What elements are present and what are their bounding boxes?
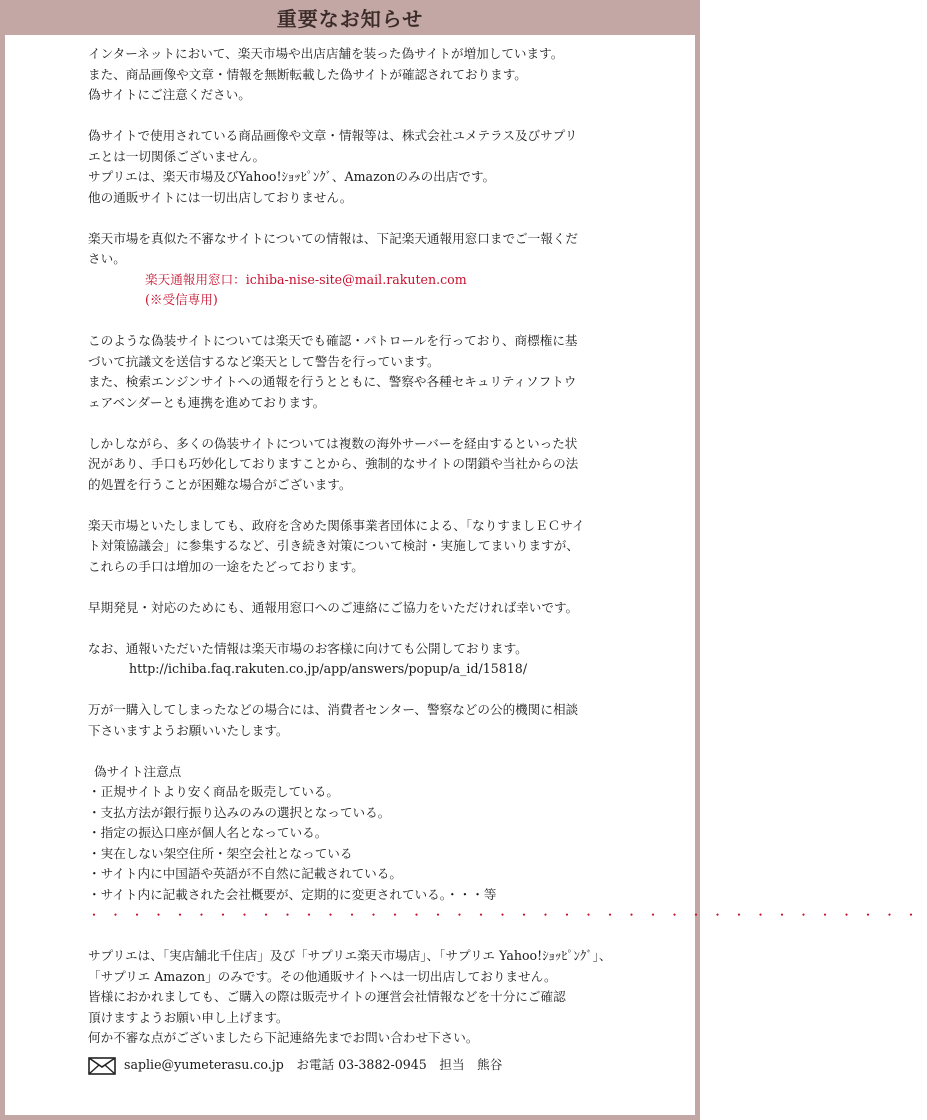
fake-site-notes: [88, 762, 668, 906]
paragraph-patrol: このような偽装サイトについては楽天でも確認・パトロールを行っており、商標権に基 づいて抗議文を送信するなど楽天として警告を行っています。 また、検索エンジンサイトへの通報を行うとともに、警察や各種セキュリティソフトウ ェアベンダーとも連携を進めております。: [88, 333, 578, 410]
report-window-email[interactable]: 楽天通報用窓口：ichiba-nise-site@mail.rakuten.com: [145, 271, 467, 287]
notes-heading: 偽サイト注意点: [94, 763, 182, 779]
note-item: ・サイト内に中国語や英語が不自然に記載されている。: [88, 866, 402, 881]
note-item: ・正規サイトより安く商品を販売している。: [88, 784, 339, 799]
note-item: ・実在しない架空住所・架空会社となっている: [88, 845, 353, 861]
paragraph-difficulty: しかしながら、多くの偽装サイトについては複数の海外サーバーを経由するといった状 況があり、手口も巧妙化しておりますことから、強制的なサイトの閉鎖や当社からの法 的処置を行うことが困難な場合がございます。: [88, 435, 579, 492]
paragraph-no-relation: 偽サイトで使用されている商品画像や文章・情報等は、株式会社ユメテラス及びサプリ エとは一切関係ございません。 サプリエは、楽天市場及びYahoo!ｼｮｯﾋﾟﾝｸﾞ、Amazonのみの出店です。 他の通販サイトには一切出店しておりません。: [88, 128, 578, 205]
contact-info[interactable]: saplie@yumeterasu.co.jp お電話 03-3882-0945 担当 熊谷: [124, 1057, 503, 1073]
report-window-note: (※受信専用): [145, 292, 218, 307]
paragraph-consult: 万が一購入してしまったなどの場合には、消費者センター、警察などの公的機関に相談 下さいますようお願いいたします。: [88, 702, 579, 738]
dotted-divider: ・・・・・・・・・・・・・・・・・・・・・・・・・・・・・・・・・・・・・・・: [88, 908, 927, 922]
paragraph-shops: サプリエは、「実店舗北千住店」及び「サプリエ楽天市場店」、「サプリエ Yahoo!ｼｮｯﾋﾟﾝｸﾞ」、 「サプリエ Amazon」のみです。その他通販サイトへは一切出店しておりません。 皆様におかれましても、ご購入の際は販売サイトの運営会社情報などを十分にご確認 頂けますようお願い申し上げます。 何か不審な点がございましたら下記連絡先までお問い合わせ下さい。: [88, 948, 612, 1045]
notice-body: [88, 44, 927, 1079]
mail-icon[interactable]: [88, 1057, 116, 1075]
paragraph-countermeasures: 楽天市場といたしましても、政府を含めた関係事業者団体による、「なりすましＥＣサイ ト対策協議会」に参集するなど、引き続き対策について検討・実施してまいりますが、 これらの手口は増加の一途をたどっております。: [88, 517, 585, 574]
note-item: ・指定の振込口座が個人名となっている。: [88, 825, 328, 840]
note-item: ・支払方法が銀行振り込みのみの選択となっている。: [88, 804, 391, 820]
faq-link[interactable]: http://ichiba.faq.rakuten.co.jp/app/answers/popup/a_id/15818/: [129, 661, 528, 676]
paragraph-report-info: 楽天市場を真似た不審なサイトについての情報は、下記楽天通報用窓口までご一報くだ さい。 楽天通報用窓口：ichiba-nise-site@mail.rakuten.com (※受信専用): [88, 229, 668, 311]
note-item: ・サイト内に記載された会社概要が、定期的に変更されている。・・・等: [88, 886, 497, 902]
paragraph-fake-sites-warning: インターネットにおいて、楽天市場や出店店舗を装った偽サイトが増加しています。 また、商品画像や文章・情報を無断転載した偽サイトが確認されております。 偽サイトにご注意ください。: [88, 46, 564, 102]
paragraph-cooperation: 早期発見・対応のためにも、通報用窓口へのご連絡にご協力をいただければ幸いです。: [88, 599, 579, 615]
page-title: 重要なお知らせ: [0, 0, 700, 35]
paragraph-public-info: なお、通報いただいた情報は楽天市場のお客様に向けても公開しております。 http://ichiba.faq.rakuten.co.jp/app/answers/popup/a_id/15818/: [88, 639, 668, 680]
contact-line: [88, 1053, 668, 1079]
